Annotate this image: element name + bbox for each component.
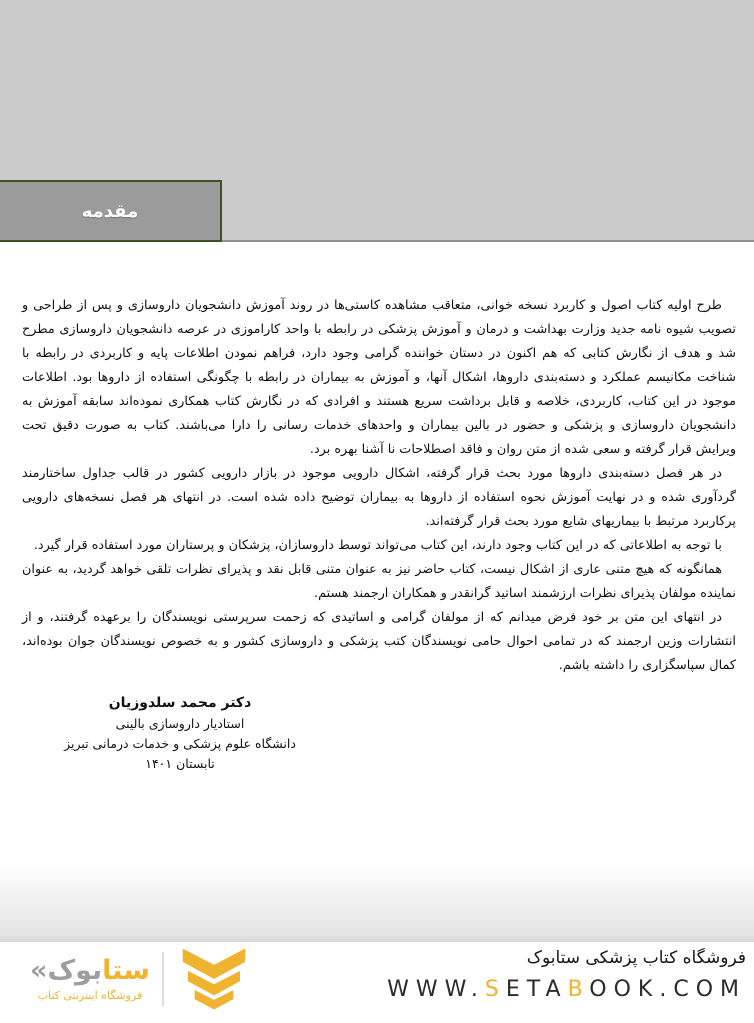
url-segment: OOK.COM: [589, 977, 746, 1002]
author-role: استادیار داروسازی بالینی: [115, 716, 245, 731]
paragraph: با توجه به اطلاعاتی که در این کتاب وجود دارند، این کتاب می‌تواند توسط داروسازان، پزشکان و پرستاران مورد استفاده قرار گیرد.: [33, 538, 722, 553]
url-segment: S: [484, 977, 506, 1002]
logo-wordmark: [30, 955, 150, 986]
wordmark-secondary: بوک: [47, 955, 103, 986]
paragraph: همانگونه که هیچ متنی عاری از اشکال نیست، کتاب حاضر نیز به عنوان متنی قابل نقد و پذیرای نظرات تلقی خواهد گردید، به عنوان نماینده مولفان پذیرای نظرات ارزشمند اساتید گرانقدر و همکاران ارجمند هستم.: [22, 562, 736, 601]
paragraph: در انتهای این متن بر خود فرض میدانم که از مولفان گرامی و اساتیدی که زحمت سرپرستی نویسندگان را برعهده گرفتند، و از انتشارات وزین ارجمند که در تمامی احوال حامی نویسندگان کتب پزشکی و داروسازی کشور و به خصوص نویسندگان جوان بوده‌اند، کمال سپاسگزاری را داشته باشم.: [22, 610, 736, 673]
chapter-heading-box: [0, 180, 222, 242]
url-segment: WWW.: [387, 977, 485, 1002]
chapter-heading: مقدمه: [81, 200, 139, 222]
signature-date: تابستان ۱۴۰۱: [145, 756, 215, 771]
logo-divider: [162, 952, 164, 1006]
wordmark-primary: ستا: [102, 955, 150, 986]
author-affiliation: دانشگاه علوم پزشکی و خدمات درمانی تبریز: [64, 736, 296, 751]
url-segment: ETA: [505, 977, 568, 1002]
body-text: [0, 242, 754, 862]
header-band: [0, 0, 754, 242]
logo-wordmark-block: [30, 956, 150, 1002]
paragraph: در هر فصل دسته‌بندی داروها مورد بحث قرار گرفته، اشکال دارویی موجود در بازار دارویی کشور در قالب جداول ساختارمند گردآوری شده و در نهایت آموزش نحوه استفاده از داروها به بیماران توضیح داده شده است. در انتهای هر فصل نسخه‌های دارویی پرکاربرد مرتبط با بیماریهای شایع مورد بحث قرار گرفته‌اند.: [22, 466, 736, 529]
logo-tagline: فروشگاه اینترنتی کتاب: [37, 989, 143, 1002]
guillemet-icon: «: [30, 955, 48, 986]
paragraph: طرح اولیه کتاب اصول و کاربرد نسخه خوانی، متعاقب مشاهده کاستی‌ها در روند آموزش دانشجویان داروسازی و پس از طراحی و تصویب شیوه نامه جدید وزارت بهداشت و درمان و آموزش پزشکی در رابطه با واحد کاراموزی در عرصه دانشجویان داروسازی مطرح شد و هدف از نگارش کتابی که هم اکنون در دستان خواننده گرامی وجود دارد، فراهم نمودن اطلاعات پایه و کاربردی در رابطه با شناخت مکانیسم عملکرد و دسته‌بندی داروها، اشکال آنها، و آموزش به بیماران در رابطه با چگونگی استفاده از داروها بود. اطلاعات موجود در این کتاب، کاربردی، خلاصه و قابل برداشت سریع هستند و افرادی که در نگارش کتاب همکاری نموده‌اند سابقه آموزش به دانشجویان داروسازی و پزشکی و حضور در بالین بیماران و واحدهای خدمات رسانی را دارا می‌باشند. کتاب به صورت دقیق تحت ویرایش قرار گرفته و سعی شده از متن روان و فاقد اصطلاحات نا آشنا بهره برد.: [22, 298, 736, 457]
setabook-logo[interactable]: [30, 947, 252, 1011]
footer: [0, 942, 754, 1023]
signature-block: [30, 692, 330, 774]
url-segment: B: [567, 977, 590, 1002]
footer-right-block: [387, 948, 746, 1002]
author-name: دکتر محمد سلدوزیان: [108, 695, 252, 711]
stacked-chevrons-icon: [176, 947, 252, 1011]
page-bottom-shadow: [0, 862, 754, 942]
website-url[interactable]: [387, 977, 746, 1002]
store-title: فروشگاه کتاب پزشکی ستابوک: [526, 948, 746, 968]
